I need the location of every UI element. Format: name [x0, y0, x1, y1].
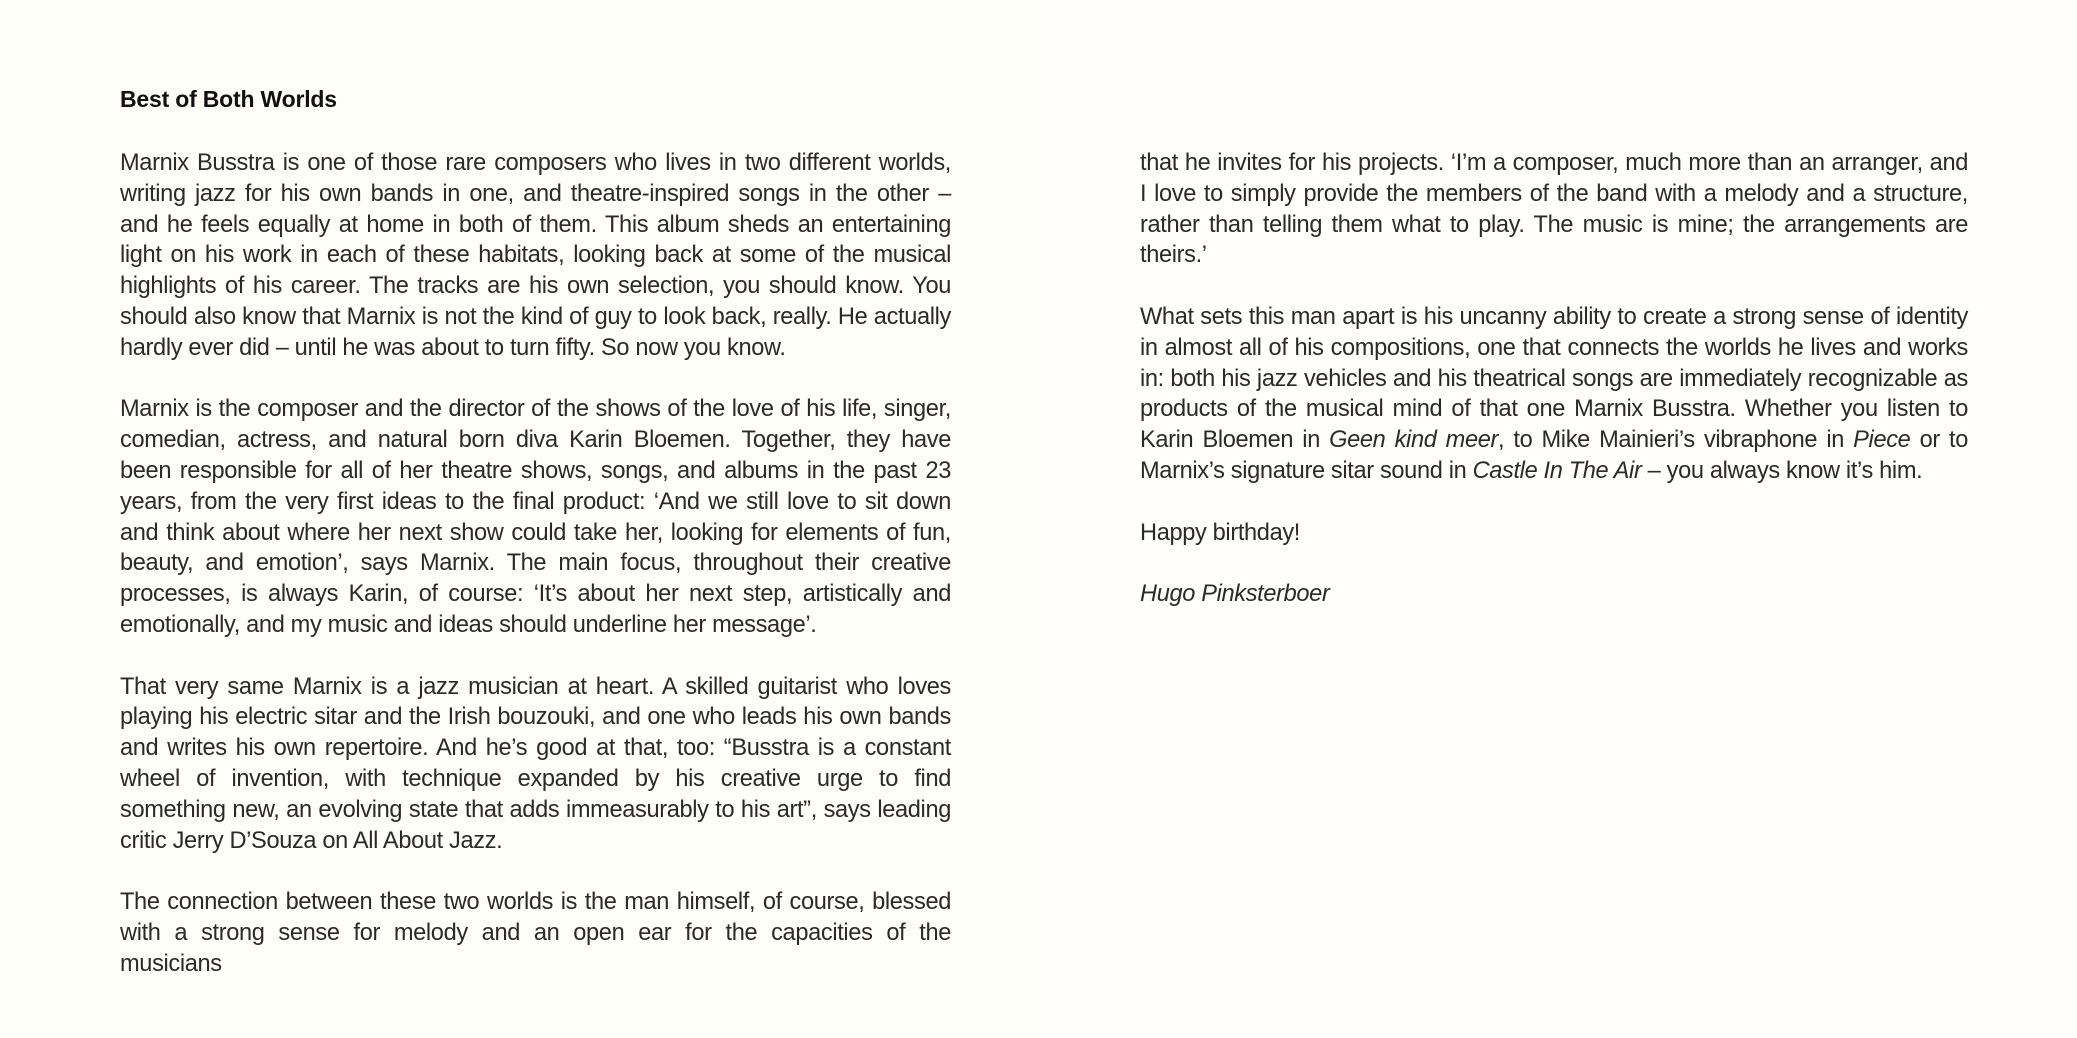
- paragraph-karin: Marnix is the composer and the director of the shows of the love of his life, singer, comedian, actress, and natural born diva Karin Bloemen. Together, they have been responsible for all of her theatre shows, songs, and albums in the past 23 years, from the very first ideas to the final product: ‘And we still love to sit down and think about where her next show could take her, looking for elements of fun, beauty, and emotion’, says Marnix. The main focus, throughout their creative processes, is always Karin, of course: ‘It’s about her next step, artistically and emotionally, and my music and ideas should underline her message’.: [120, 396, 951, 638]
- title-castle-in-the-air: Castle In The Air: [1472, 457, 1642, 484]
- paragraph-intro: Marnix Busstra is one of those rare composers who lives in two different worlds, writing jazz for his own bands in one, and theatre-inspired songs in the other – and he feels equally at home in both of them. This album sheds an entertaining light on his work in each of these habitats, looking back at some of the musical highlights of his career. The tracks are his own selection, you should know. You should also know that Marnix is not the kind of guy to look back, really. He actually hardly ever did – until he was about to turn fifty. So now you know.: [120, 150, 951, 361]
- identity-text-2: , to Mike Mainieri’s vibraphone in: [1498, 427, 1854, 454]
- title-geen-kind-meer: Geen kind meer: [1329, 427, 1499, 454]
- left-column: [120, 148, 951, 980]
- paragraph-composer-quote: that he invites for his projects. ‘I’m a composer, much more than an arranger, and I love to simply provide the members of the band with a melody and a structure, rather than telling them what to play. The music is mine; the arrangements are theirs.’: [1140, 150, 1968, 269]
- paragraph-identity: [1140, 302, 1968, 487]
- article-title: Best of Both Worlds: [120, 86, 337, 112]
- title-piece: Piece: [1853, 427, 1911, 454]
- paragraph-birthday: Happy birthday!: [1140, 519, 1300, 546]
- identity-text-3: or to Marnix’s signature sitar sound in: [1140, 427, 1969, 484]
- author-signature: [1140, 579, 1968, 610]
- identity-text-4: – you always know it’s him.: [1641, 457, 1923, 484]
- paragraph-jazz: That very same Marnix is a jazz musician at heart. A skilled guitarist who loves playing his electric sitar and the Irish bouzouki, and one who leads his own bands and writes his own repertoire. And he’s good at that, too: “Busstra is a constant wheel of invention, with technique expanded by his creative urge to find something new, an evolving state that adds immeasurably to his art”, says leading critic Jerry D’Souza on All About Jazz.: [120, 673, 951, 854]
- author-name: Hugo Pinksterboer: [1140, 581, 1330, 608]
- paragraph-connection: The connection between these two worlds is the man himself, of course, blessed with a strong sense for melody and an open ear for the capacities of the musicians: [120, 889, 951, 977]
- right-column: [1140, 148, 1968, 610]
- identity-text-1: What sets this man apart is his uncanny ability to create a strong sense of identity in almost all of his compositions, one that connects the worlds he lives and works in: both his jazz vehicles and his theatrical songs are immediately recognizable as products of the musical mind of that one Marnix Busstra. Whether you listen to Karin Bloemen in: [1140, 303, 1968, 454]
